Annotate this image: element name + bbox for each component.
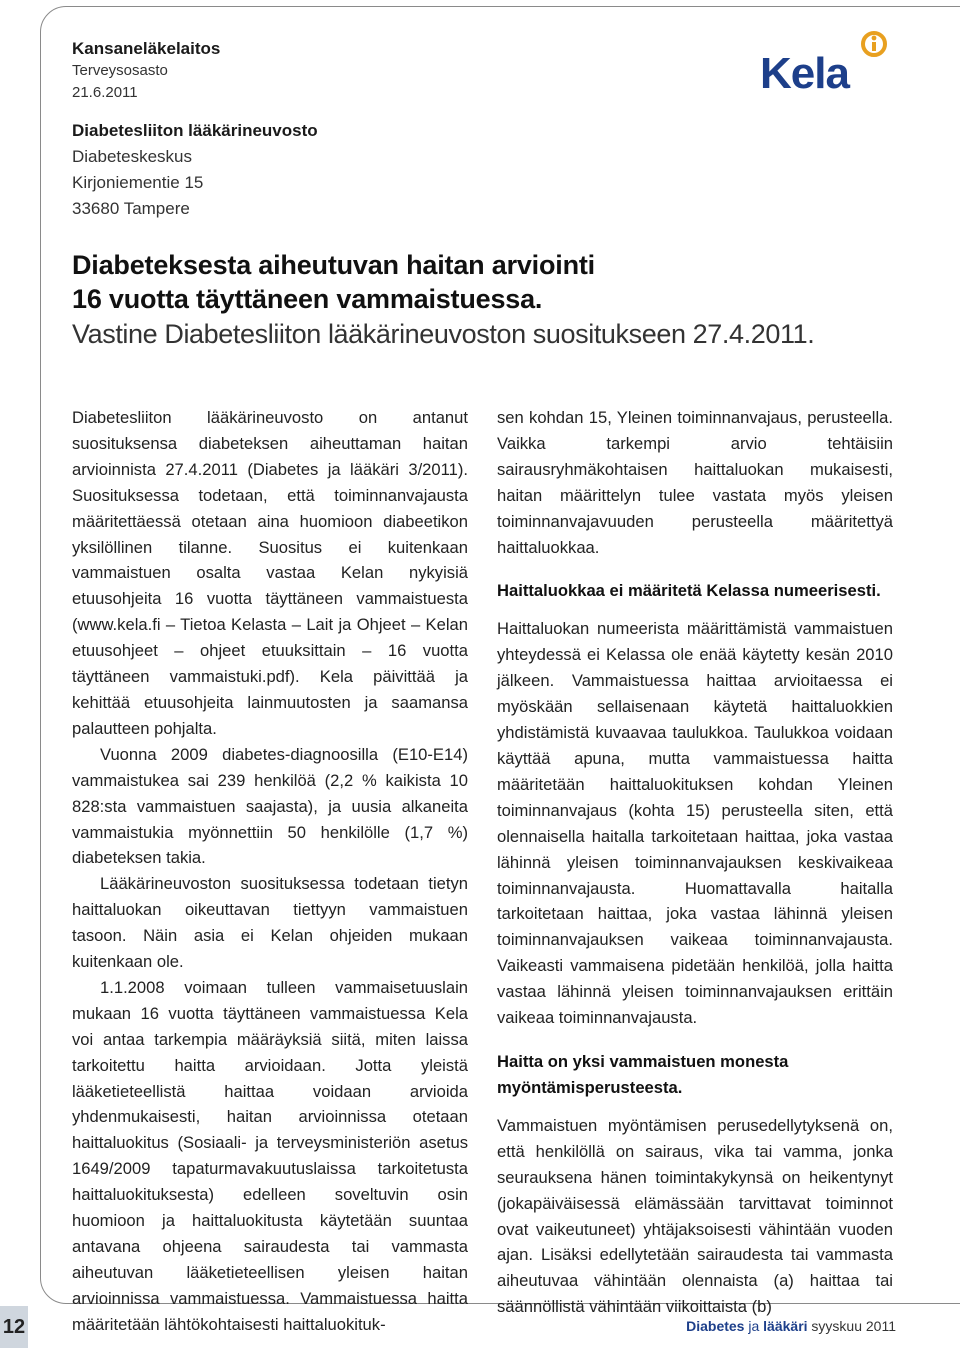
section-heading-1: Haittaluokkaa ei määritetä Kelassa numeerisesti. [497, 581, 881, 601]
kela-logo [758, 30, 888, 96]
right-paragraph-3: Vammaistuen myöntämisen perusedellytyksenä on, että henkilöllä on sairaus, vika tai vamma, jonka seurauksena hänen toimintakykynsä on heikentynyt (jokapäiväisessä elämässään tarvittavat toiminnot ovat vaikeutuneet) yhtäjaksoisesti vähintään vuoden ajan. Lisäksi edellytetään sairaudesta tai vammasta aiheutuvaa vähintään olennaista (a) haittaa tai säännöllistä vähintään viikoittaista (b) [497, 1115, 893, 1317]
article-title-line-2: 16 vuotta täyttäneen vammaistuessa. [72, 284, 543, 314]
sender-block [72, 38, 632, 104]
letter-date: 21.6.2011 [72, 84, 138, 101]
left-paragraph-4: 1.1.2008 voimaan tulleen vammaisetuuslain mukaan 16 vuotta täyttäneen vammaistuessa Kela voi antaa tarkempia määräyksiä siitä, miten laissa tarkoitettu haitta arvioidaan. Jotta yleistä lääketieteellistä haittaa voidaan arvioida yhdenmukaisesti, haitan arvioinnissa otetaan haittaluokitus (Sosiaali- ja terveysministeriön asetus 1649/2009 tapaturmavakuutuslaissa tarkoitetusta haittaluokituksesta) edelleen soveltuvin osin huomioon ja haittaluokitusta käytetään suuntaa antavana ohjeena sairaudesta tai vammasta aiheutuvan lääketieteellisen yleisen haitan arvioinnissa vammaistuessa. Vammaistuessa haitta määritetään lähtökohtaisesti haittaluokituk- [72, 977, 468, 1334]
magazine-name-part-1: Diabetes [686, 1318, 745, 1334]
right-paragraph-1: sen kohdan 15, Yleinen toiminnanvajaus, perusteella. Vaikka tarkempi arvio tehtäisiin sairausryhmäkohtaisen haittaluokan mukaisesti, haitan määrittelyn tulee vastata myös yleisen toiminnanvajavuuden perusteella määritettyä haittaluokkaa. [497, 408, 893, 557]
left-column [72, 405, 468, 1338]
section-heading-2: Haitta on yksi vammaistuen monesta myöntämisperusteesta. [497, 1051, 789, 1097]
left-paragraph-2: Vuonna 2009 diabetes-diagnoosilla (E10-E14) vammaistukea sai 239 henkilöä (2,2 % kaikista 10 828:sta vammaistuen saajasta), ja uusia alkaneita vammaistukia myönnettiin 50 henkilölle (1,7 %) diabeteksen takia. [72, 744, 468, 868]
left-paragraph-3: Lääkärineuvoston suosituksessa todetaan tietyn haittaluokan oikeuttavan tiettyyn vammaistuen tasoon. Näin asia ei Kelan ohjeiden mukaan kuitenkaan ole. [72, 874, 468, 972]
right-column [497, 405, 893, 1320]
article-title-line-1: Diabeteksesta aiheutuvan haitan arviointi [72, 250, 595, 280]
recipient-name: Diabetesliiton lääkärineuvosto [72, 121, 318, 140]
sender-department: Terveysosasto [72, 62, 168, 79]
left-paragraph-1: Diabetesliiton lääkärineuvosto on antanut suosituksensa diabeteksen aiheuttaman haitan arvioinnista 27.4.2011 (Diabetes ja lääkäri 3/2011). Suosituksessa todetaan, että toiminnanvajausta määritettäessä otetaan aina huomioon diabeetikon yksilöllinen tilanne. Suositus ei kuitenkaan vammaistuen osalta vastaa Kelan nykyisiä etuusohjeita 16 vuotta täyttäneen vammaistuesta (www.kela.fi – Tietoa Kelasta – Lait ja Ohjeet – Kelan etuusohjeet – ohjeet etuuksittain – 16 vuotta täyttäneen vammaistuki.pdf). Kela päivittää ja kehittää etuusohjeita lainmuutosten ja saamansa palautteen pohjalta. [72, 408, 468, 738]
magazine-name-part-2: lääkäri [763, 1318, 808, 1334]
issue-date: syyskuu 2011 [811, 1318, 896, 1334]
recipient-unit: Diabeteskeskus [72, 147, 193, 166]
article-title-block [72, 248, 892, 352]
right-paragraph-2: Haittaluokan numeerista määrittämistä vammaistuen yhteydessä ei Kelassa ole enää käytetty kesän 2010 jälkeen. Vammaistuessa haittaa arvioitaessa ei myöskään sellaisenaan käytetä haittaluokkien yhdistämistä kuvaavaa taulukkoa. Taulukkoa voidaan käyttää apuna, mutta vammaistuessa haitta määritetään haittaluokituksen kohdan Yleinen toiminnanvajaus (kohta 15) perusteella siten, että olennaisella haitalla tarkoitetaan haittaa, joka vastaa lähinnä yleisen toiminnanvajauksen keskivaikeaa toiminnanvajausta. Huomattavalla haitalla tarkoitetaan haittaa, joka vastaa lähinnä yleisen toiminnanvajauksen vaikeaa toiminnanvajausta. Vaikeasti vammaisena pidetään henkilöä, jolla haitta vastaa lähinnä yleisen toiminnanvajauksen erittäin vaikeaa toiminnanvajausta. [497, 619, 893, 1028]
kela-logo-text: Kela [760, 49, 849, 96]
recipient-block [72, 118, 632, 222]
sender-organization: Kansaneläkelaitos [72, 39, 221, 58]
footer-publication [686, 1318, 896, 1334]
article-subtitle: Vastine Diabetesliiton lääkärineuvoston suositukseen 27.4.2011. [72, 319, 815, 349]
kela-logo-mark [863, 33, 885, 55]
recipient-street: Kirjoniementie 15 [72, 173, 204, 192]
recipient-city: 33680 Tampere [72, 199, 190, 218]
page-number: 12 [0, 1306, 28, 1348]
magazine-name-conjunction: ja [748, 1318, 760, 1334]
